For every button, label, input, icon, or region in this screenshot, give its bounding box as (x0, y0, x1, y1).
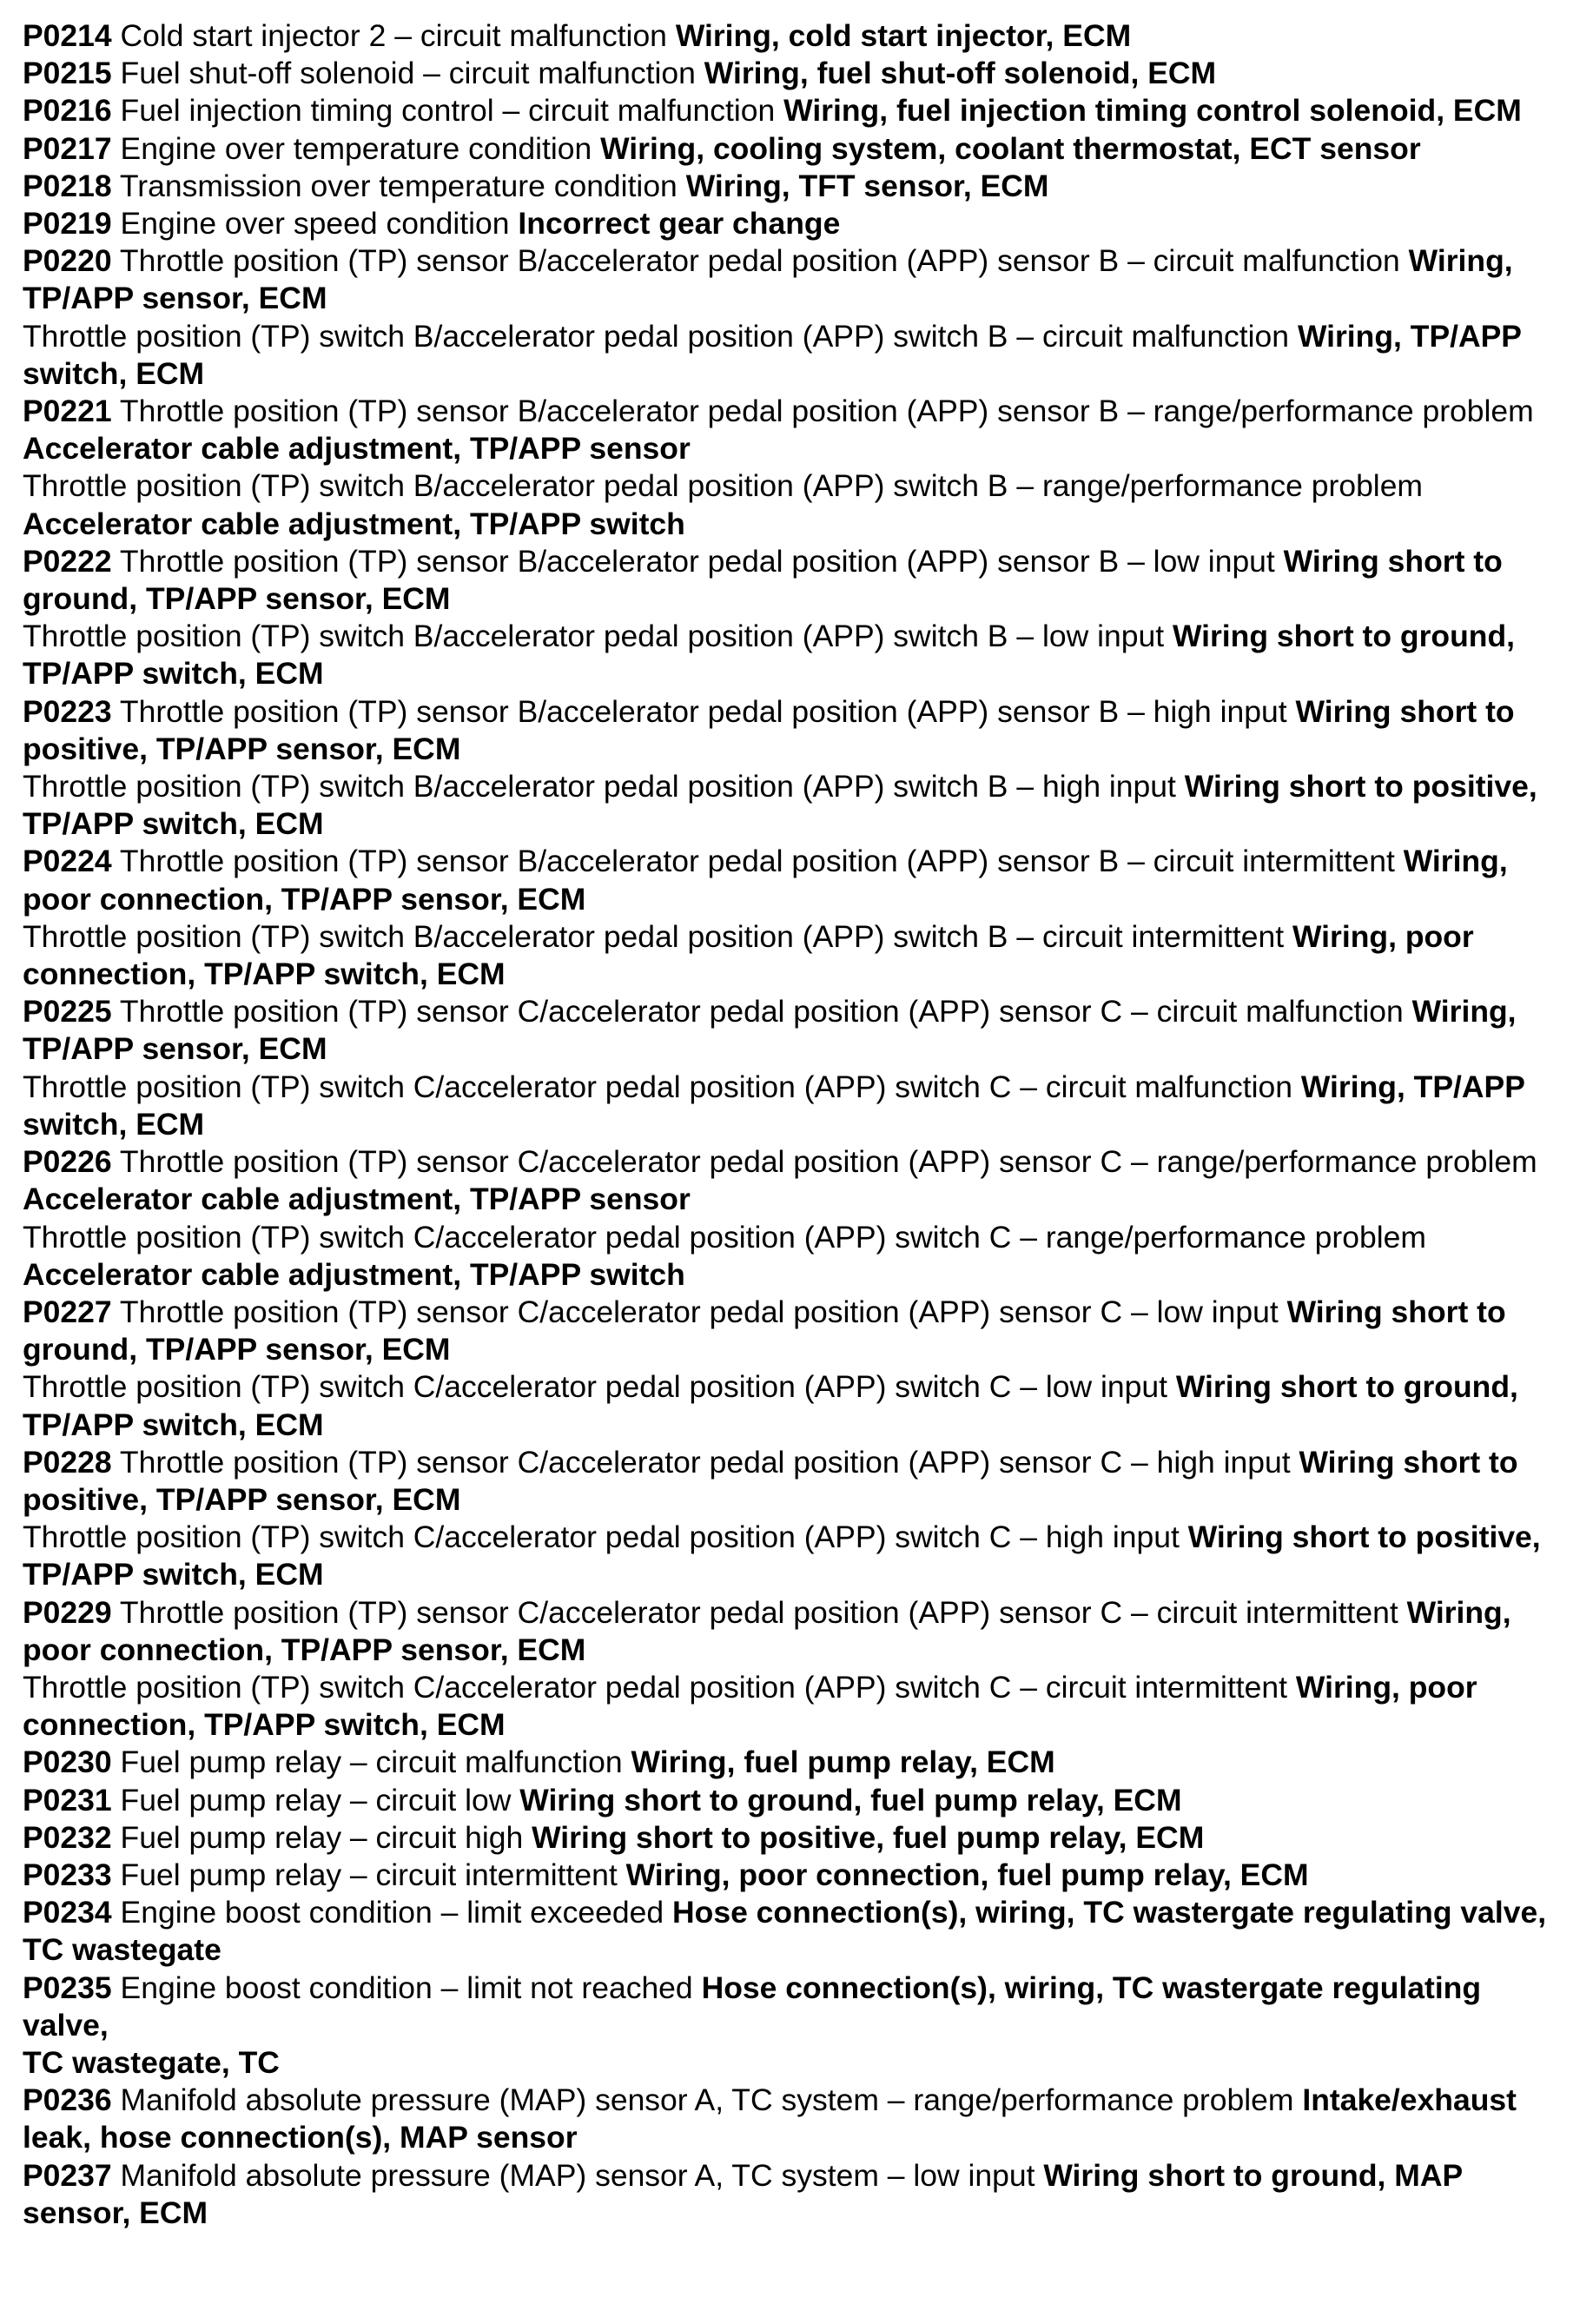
dtc-possible-cause: Wiring short to ground, MAP sensor, ECM (23, 2157, 1463, 2230)
dtc-description: Throttle position (TP) switch C/accelerator pedal position (APP) switch C – circuit intermittent (23, 1669, 1288, 1705)
dtc-possible-cause: Wiring short to ground, TP/APP switch, ECM (23, 619, 1515, 692)
dtc-code: P0237 (23, 2157, 112, 2193)
dtc-description: Transmission over temperature condition (119, 168, 678, 203)
dtc-description: Fuel pump relay – circuit low (120, 1782, 512, 1817)
dtc-description: Fuel pump relay – circuit intermittent (120, 1857, 618, 1892)
dtc-description: Throttle position (TP) switch C/accelerator pedal position (APP) switch C – high input (23, 1520, 1180, 1555)
dtc-entry (23, 1669, 1573, 1744)
dtc-entry (23, 993, 1573, 1068)
dtc-document (23, 17, 1573, 2232)
dtc-possible-cause: Wiring, poor connection, TP/APP switch, ECM (23, 918, 1474, 992)
dtc-entry (23, 1894, 1573, 1931)
dtc-entry (23, 1931, 1573, 1969)
dtc-description: Fuel pump relay – circuit malfunction (120, 1745, 623, 1780)
dtc-code: P0219 (23, 206, 112, 242)
dtc-entry (23, 1970, 1573, 2044)
dtc-possible-cause: Accelerator cable adjustment, TP/APP sensor (23, 1182, 691, 1217)
dtc-description: Throttle position (TP) switch B/accelerator pedal position (APP) switch B – circuit malfunction (23, 318, 1290, 354)
dtc-possible-cause: Wiring, cold start injector, ECM (675, 18, 1132, 53)
dtc-possible-cause: Wiring, fuel injection timing control solenoid, ECM (783, 93, 1522, 129)
dtc-code: P0224 (23, 844, 112, 879)
dtc-possible-cause: Wiring, fuel shut-off solenoid, ECM (704, 56, 1217, 91)
dtc-possible-cause: Wiring, TP/APP sensor, ECM (23, 994, 1517, 1067)
dtc-possible-cause: Wiring short to positive, fuel pump relay, ECM (532, 1819, 1205, 1855)
dtc-code: P0233 (23, 1857, 112, 1892)
dtc-code: P0227 (23, 1294, 112, 1329)
dtc-entry (23, 1143, 1573, 1218)
dtc-entry (23, 393, 1573, 467)
dtc-description: Manifold absolute pressure (MAP) sensor A, TC system – range/performance problem (120, 2082, 1294, 2118)
dtc-code: P0236 (23, 2082, 112, 2118)
dtc-code: P0217 (23, 130, 112, 166)
dtc-description: Throttle position (TP) sensor C/accelerator pedal position (APP) sensor C – low input (119, 1294, 1279, 1329)
dtc-entry (23, 1069, 1573, 1143)
dtc-entry (23, 1444, 1573, 1519)
dtc-entry (23, 918, 1573, 993)
dtc-description: Manifold absolute pressure (MAP) sensor A, TC system – low input (120, 2157, 1035, 2193)
dtc-possible-cause: Wiring, cooling system, coolant thermostat, ECT sensor (600, 130, 1421, 166)
dtc-description: Cold start injector 2 – circuit malfunction (120, 18, 667, 53)
dtc-code: P0214 (23, 18, 112, 53)
dtc-code: P0216 (23, 93, 112, 129)
dtc-possible-cause: Intake/exhaust leak, hose connection(s), MAP sensor (23, 2082, 1517, 2155)
dtc-possible-cause: Wiring short to ground, TP/APP switch, ECM (23, 1369, 1518, 1442)
dtc-description: Throttle position (TP) sensor B/accelerator pedal position (APP) sensor B – circuit intermittent (119, 844, 1395, 879)
dtc-possible-cause: Wiring, TP/APP switch, ECM (23, 318, 1522, 391)
dtc-code: P0230 (23, 1745, 112, 1780)
dtc-code: P0220 (23, 243, 112, 279)
dtc-possible-cause: Wiring short to ground, fuel pump relay, ECM (519, 1782, 1182, 1817)
dtc-entry (23, 693, 1573, 768)
dtc-entry (23, 318, 1573, 393)
dtc-entry (23, 843, 1573, 917)
dtc-entry (23, 1519, 1573, 1593)
dtc-description: Throttle position (TP) switch C/accelerator pedal position (APP) switch C – circuit malfunction (23, 1069, 1292, 1104)
dtc-code: P0234 (23, 1895, 112, 1930)
dtc-description: Throttle position (TP) sensor B/accelerator pedal position (APP) sensor B – high input (119, 693, 1287, 729)
dtc-possible-cause: Wiring, fuel pump relay, ECM (631, 1745, 1055, 1780)
dtc-possible-cause: Wiring, TP/APP sensor, ECM (23, 243, 1513, 316)
dtc-entry (23, 2157, 1573, 2232)
dtc-description: Throttle position (TP) sensor B/accelerator pedal position (APP) sensor B – range/performance problem (119, 394, 1534, 429)
dtc-possible-cause: Accelerator cable adjustment, TP/APP sensor (23, 431, 691, 467)
dtc-description: Throttle position (TP) sensor B/accelerator pedal position (APP) sensor B – circuit malfunction (119, 243, 1400, 279)
dtc-possible-cause: Wiring short to positive, TP/APP switch, ECM (23, 1520, 1541, 1592)
dtc-description: Throttle position (TP) sensor B/accelerator pedal position (APP) sensor B – low input (119, 543, 1275, 579)
dtc-entry (23, 130, 1573, 168)
dtc-code: P0235 (23, 1970, 112, 2005)
dtc-description: Throttle position (TP) switch B/accelerator pedal position (APP) switch B – range/performance problem (23, 468, 1424, 504)
dtc-possible-cause: Incorrect gear change (518, 206, 841, 242)
dtc-description: Engine over temperature condition (120, 130, 592, 166)
dtc-description: Throttle position (TP) switch B/accelerator pedal position (APP) switch B – high input (23, 769, 1176, 804)
dtc-possible-cause: Wiring, poor connection, TP/APP sensor, ECM (23, 844, 1508, 917)
dtc-code: P0218 (23, 168, 112, 203)
dtc-description: Throttle position (TP) sensor C/accelerator pedal position (APP) sensor C – circuit intermittent (119, 1594, 1398, 1630)
dtc-entry (23, 17, 1573, 55)
dtc-possible-cause: TC wastegate (23, 1932, 221, 1968)
dtc-entry (23, 768, 1573, 843)
dtc-possible-cause: Wiring, TP/APP switch, ECM (23, 1069, 1525, 1142)
dtc-description: Fuel shut-off solenoid – circuit malfunction (120, 56, 696, 91)
dtc-code: P0231 (23, 1782, 112, 1817)
dtc-entry (23, 1294, 1573, 1368)
dtc-description: Throttle position (TP) sensor C/accelerator pedal position (APP) sensor C – circuit malfunction (119, 994, 1404, 1030)
dtc-entry (23, 1594, 1573, 1669)
dtc-code: P0222 (23, 543, 112, 579)
dtc-code: P0225 (23, 994, 112, 1030)
dtc-possible-cause: Wiring short to positive, TP/APP sensor, ECM (23, 1444, 1518, 1517)
dtc-description: Throttle position (TP) sensor C/accelerator pedal position (APP) sensor C – range/performance problem (119, 1144, 1537, 1180)
dtc-description: Engine over speed condition (120, 206, 510, 242)
dtc-code: P0223 (23, 693, 112, 729)
dtc-entry (23, 543, 1573, 618)
dtc-possible-cause: Hose connection(s), wiring, TC wastergate regulating valve, (23, 1970, 1482, 2043)
dtc-code: P0228 (23, 1444, 112, 1480)
dtc-possible-cause: Hose connection(s), wiring, TC wastergate regulating valve, (672, 1895, 1547, 1930)
dtc-entry (23, 1782, 1573, 1819)
dtc-code: P0232 (23, 1819, 112, 1855)
dtc-description: Throttle position (TP) switch B/accelerator pedal position (APP) switch B – circuit intermittent (23, 918, 1285, 954)
dtc-entry (23, 1744, 1573, 1781)
dtc-possible-cause: TC wastegate, TC (23, 2044, 280, 2080)
dtc-entry (23, 1219, 1573, 1294)
dtc-description: Engine boost condition – limit not reached (120, 1970, 693, 2005)
dtc-possible-cause: Wiring short to positive, TP/APP switch, ECM (23, 769, 1537, 842)
dtc-entry (23, 168, 1573, 205)
dtc-description: Throttle position (TP) switch C/accelerator pedal position (APP) switch C – range/performance problem (23, 1219, 1426, 1255)
dtc-entry (23, 467, 1573, 542)
dtc-entry (23, 92, 1573, 129)
dtc-code: P0215 (23, 56, 112, 91)
dtc-description: Throttle position (TP) switch B/accelerator pedal position (APP) switch B – low input (23, 619, 1165, 654)
dtc-possible-cause: Wiring short to positive, TP/APP sensor, ECM (23, 693, 1515, 766)
dtc-description: Engine boost condition – limit exceeded (120, 1895, 664, 1930)
dtc-description: Fuel pump relay – circuit high (120, 1819, 524, 1855)
dtc-entry (23, 205, 1573, 242)
dtc-code: P0226 (23, 1144, 112, 1180)
dtc-entry (23, 242, 1573, 317)
dtc-code: P0229 (23, 1594, 112, 1630)
dtc-entry (23, 618, 1573, 692)
dtc-possible-cause: Wiring, poor connection, fuel pump relay, ECM (625, 1857, 1309, 1892)
dtc-possible-cause: Accelerator cable adjustment, TP/APP switch (23, 506, 685, 541)
dtc-entry (23, 1819, 1573, 1857)
dtc-possible-cause: Wiring, TFT sensor, ECM (685, 168, 1049, 203)
dtc-entry (23, 1857, 1573, 1894)
dtc-possible-cause: Accelerator cable adjustment, TP/APP switch (23, 1256, 685, 1292)
dtc-entry (23, 2044, 1573, 2082)
dtc-description: Throttle position (TP) switch C/accelerator pedal position (APP) switch C – low input (23, 1369, 1167, 1405)
dtc-possible-cause: Wiring, poor connection, TP/APP switch, ECM (23, 1669, 1477, 1743)
dtc-entry (23, 55, 1573, 92)
dtc-entry (23, 2082, 1573, 2156)
dtc-possible-cause: Wiring short to ground, TP/APP sensor, ECM (23, 1294, 1506, 1367)
dtc-description: Fuel injection timing control – circuit malfunction (120, 93, 776, 129)
dtc-possible-cause: Wiring, poor connection, TP/APP sensor, ECM (23, 1594, 1511, 1667)
dtc-possible-cause: Wiring short to ground, TP/APP sensor, ECM (23, 543, 1503, 617)
dtc-code: P0221 (23, 394, 112, 429)
dtc-description: Throttle position (TP) sensor C/accelerator pedal position (APP) sensor C – high input (119, 1444, 1291, 1480)
dtc-entry (23, 1368, 1573, 1443)
